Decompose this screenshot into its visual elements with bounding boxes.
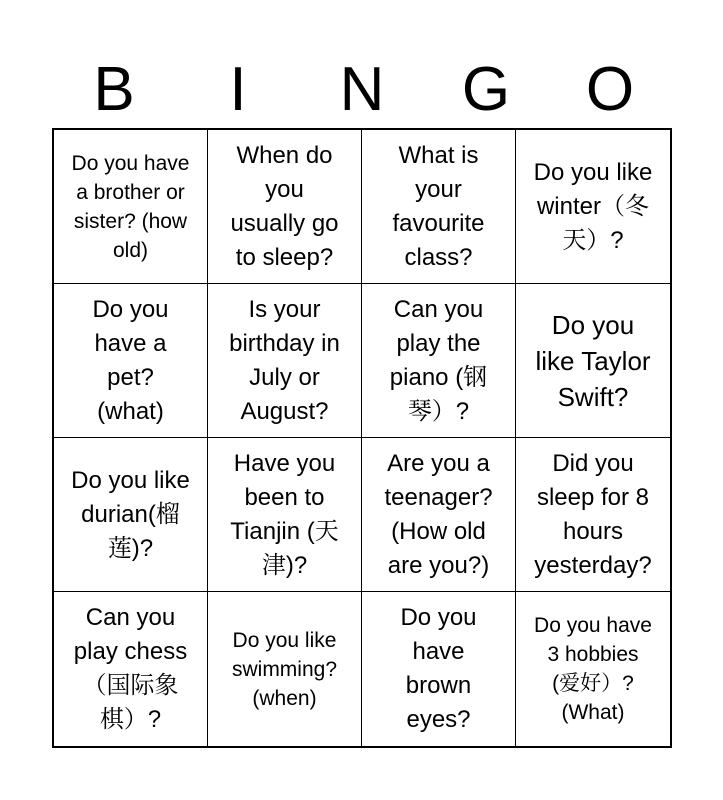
bingo-cell[interactable]: [208, 284, 362, 438]
bingo-cell[interactable]: [208, 592, 362, 746]
bingo-cell[interactable]: [362, 592, 516, 746]
bingo-header: [52, 55, 672, 125]
bingo-cell[interactable]: [54, 592, 208, 746]
cell-text: Are you a teenager? (How old are you?): [384, 449, 493, 579]
header-letter-n: N: [339, 55, 385, 124]
cell-text: Do you have a brother or sister? (how old): [71, 151, 190, 262]
header-letter-i: I: [229, 55, 247, 124]
cell-text: Can you play chess （国际象 棋）?: [73, 604, 188, 733]
cell-text: Is your birthday in July or August?: [229, 295, 340, 425]
cell-text: When do you usually go to sleep?: [230, 141, 339, 271]
header-letter-b: B: [93, 55, 135, 124]
header-letter-g: G: [461, 55, 511, 124]
bingo-cell[interactable]: [516, 438, 670, 592]
bingo-cell[interactable]: [54, 284, 208, 438]
bingo-cell[interactable]: [516, 592, 670, 746]
cell-text: Do you have a pet? (what): [92, 295, 169, 425]
bingo-cell[interactable]: [362, 284, 516, 438]
bingo-cell[interactable]: [54, 438, 208, 592]
cell-text: Do you like durian(榴 莲)?: [71, 466, 190, 562]
cell-text: Do you like winter（冬 天）?: [533, 158, 653, 254]
bingo-cell[interactable]: [362, 438, 516, 592]
header-letter-o: O: [585, 55, 635, 124]
bingo-cell[interactable]: [54, 130, 208, 284]
bingo-cell[interactable]: [516, 284, 670, 438]
bingo-grid: [52, 128, 672, 748]
cell-text: Do you like Taylor Swift?: [535, 309, 651, 412]
bingo-cell[interactable]: [516, 130, 670, 284]
cell-text: Do you have 3 hobbies (爱好）? (What): [534, 614, 652, 724]
cell-text: Have you been to Tianjin (天 津)?: [230, 449, 339, 579]
bingo-cell[interactable]: [208, 438, 362, 592]
bingo-cell[interactable]: [208, 130, 362, 284]
cell-text: What is your favourite class?: [392, 141, 485, 271]
bingo-cell[interactable]: [362, 130, 516, 284]
cell-text: Did you sleep for 8 hours yesterday?: [534, 449, 652, 579]
cell-text: Can you play the piano (钢 琴）?: [389, 295, 488, 425]
cell-text: Do you have brown eyes?: [400, 604, 477, 733]
cell-text: Do you like swimming? (when): [231, 628, 338, 710]
